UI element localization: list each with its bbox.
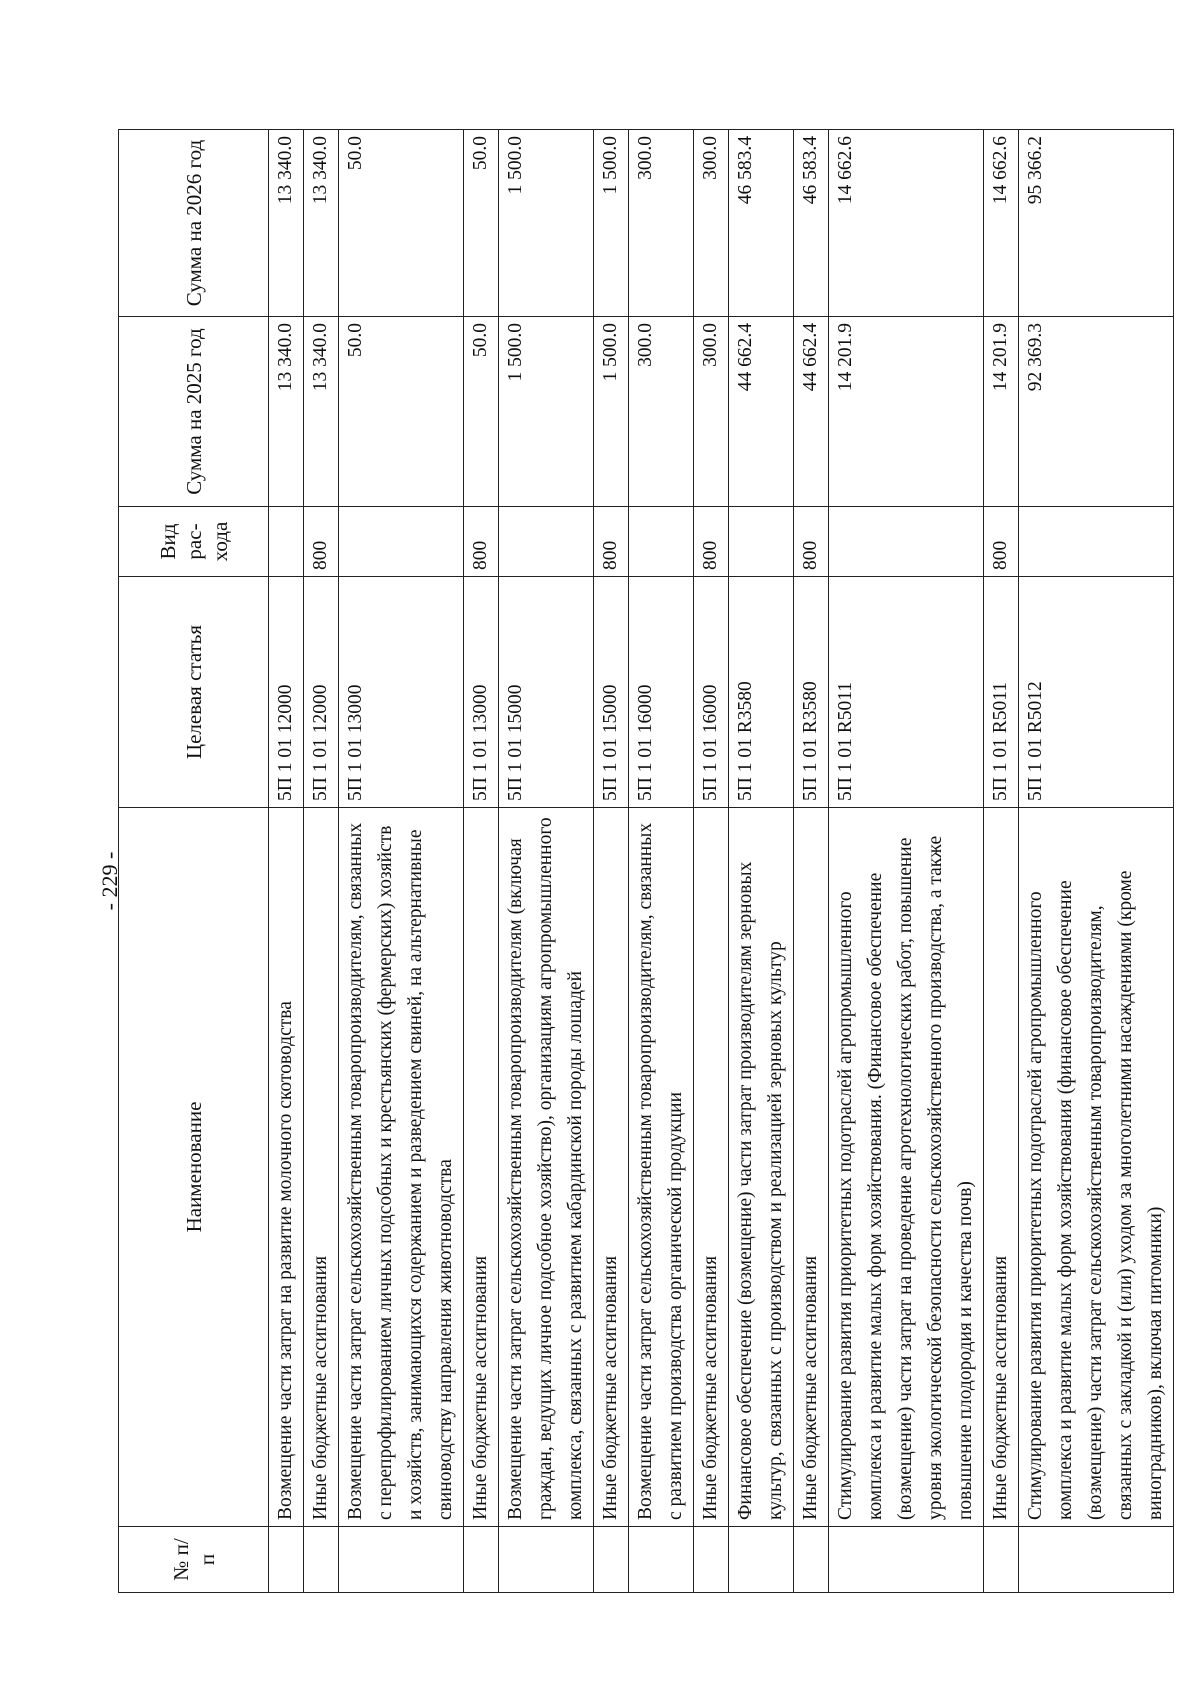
cell-vr [269,507,304,577]
table-row [829,130,984,1593]
table-row [694,130,729,1593]
cell-name: Иные бюджетные ассигнования [694,808,729,1527]
cell-sum2025: 50.0 [464,317,499,507]
cell-name: Стимулирование развития приоритетных подотраслей агропромышленного комплекса и развитие малых форм хозяйствования (финансовое обеспечение (возмещение) части затрат сельскохозяйственным товаропроизводителям, связанных с закладкой и (или) уходом за многолетними насаждениями (кроме виноградников), включая питомники) [1019,808,1174,1527]
cell-vr [499,507,594,577]
cell-sum2025: 14 201.9 [984,317,1019,507]
table-body [269,130,1174,1593]
cell-sum2026: 50.0 [464,130,499,317]
rotated-document [118,130,1166,1593]
page-number: - 229 - [97,851,122,911]
cell-sum2026: 300.0 [694,130,729,317]
cell-vr [829,507,984,577]
table-row [464,130,499,1593]
cell-vr: 800 [304,507,339,577]
cell-name: Возмещение части затрат сельскохозяйственным товаропроизводителям, связанных с развитием производства органической продукции [629,808,694,1527]
cell-vr: 800 [694,507,729,577]
cell-sum2025: 13 340.0 [304,317,339,507]
cell-num [984,1527,1019,1593]
header-vr: Вид рас-хода [119,507,269,577]
cell-num [464,1527,499,1593]
header-name: Наименование [119,808,269,1527]
cell-sum2025: 300.0 [694,317,729,507]
cell-sum2025: 14 201.9 [829,317,984,507]
table-row [629,130,694,1593]
cell-name: Иные бюджетные ассигнования [794,808,829,1527]
cell-name: Возмещение части затрат сельскохозяйственным товаропроизводителям (включая граждан, ведущих личное подсобное хозяйство), организациям агропромышленного комплекса, связанных с развитием кабардинской породы лошадей [499,808,594,1527]
cell-num [729,1527,794,1593]
cell-sum2025: 50.0 [339,317,464,507]
cell-num [794,1527,829,1593]
header-code: Целевая статья [119,577,269,808]
cell-name: Иные бюджетные ассигнования [464,808,499,1527]
table-row [269,130,304,1593]
cell-sum2026: 300.0 [629,130,694,317]
cell-sum2025: 92 369.3 [1019,317,1174,507]
cell-code: 5П 1 01 R3580 [729,577,794,808]
table-row [729,130,794,1593]
cell-num [304,1527,339,1593]
cell-code: 5П 1 01 R5011 [829,577,984,808]
cell-code: 5П 1 01 R5012 [1019,577,1174,808]
cell-sum2025: 44 662.4 [729,317,794,507]
cell-num [339,1527,464,1593]
cell-code: 5П 1 01 16000 [694,577,729,808]
table-row [794,130,829,1593]
cell-code: 5П 1 01 12000 [269,577,304,808]
table-header-row [119,130,269,1593]
cell-code: 5П 1 01 13000 [339,577,464,808]
cell-num [594,1527,629,1593]
cell-sum2025: 1 500.0 [499,317,594,507]
cell-sum2026: 1 500.0 [594,130,629,317]
cell-vr: 800 [464,507,499,577]
cell-sum2026: 95 366.2 [1019,130,1174,317]
cell-num [499,1527,594,1593]
cell-name: Стимулирование развития приоритетных подотраслей агропромышленного комплекса и развитие малых форм хозяйствования. (Финансовое обеспечение (возмещение) части затрат на проведение агротехнологических работ, повышение уровня экологической безопасности сельскохозяйственного производства, а также повышение плодородия и качества почв) [829,808,984,1527]
cell-sum2025: 1 500.0 [594,317,629,507]
cell-code: 5П 1 01 R3580 [794,577,829,808]
cell-code: 5П 1 01 16000 [629,577,694,808]
cell-vr: 800 [984,507,1019,577]
cell-name: Возмещение части затрат сельскохозяйственным товаропроизводителям, связанных с перепрофилированием личных подсобных и крестьянских (фермерских) хозяйств и хозяйств, занимающихся содержанием и разведением свиней, на альтернативные свиноводству направления животноводства [339,808,464,1527]
cell-num [1019,1527,1174,1593]
cell-vr: 800 [794,507,829,577]
cell-name: Иные бюджетные ассигнования [304,808,339,1527]
table-row [1019,130,1174,1593]
cell-sum2026: 14 662.6 [984,130,1019,317]
cell-sum2025: 300.0 [629,317,694,507]
cell-sum2026: 13 340.0 [269,130,304,317]
cell-num [694,1527,729,1593]
table-row [594,130,629,1593]
cell-code: 5П 1 01 15000 [499,577,594,808]
cell-sum2026: 46 583.4 [794,130,829,317]
cell-vr [729,507,794,577]
cell-vr: 800 [594,507,629,577]
cell-vr [629,507,694,577]
cell-sum2026: 46 583.4 [729,130,794,317]
table-row [339,130,464,1593]
cell-sum2025: 44 662.4 [794,317,829,507]
cell-vr [1019,507,1174,577]
header-num: № п/п [119,1527,269,1593]
cell-code: 5П 1 01 15000 [594,577,629,808]
table-row [304,130,339,1593]
cell-name: Возмещение части затрат на развитие молочного скотоводства [269,808,304,1527]
cell-sum2026: 14 662.6 [829,130,984,317]
cell-name: Иные бюджетные ассигнования [594,808,629,1527]
cell-sum2026: 1 500.0 [499,130,594,317]
cell-code: 5П 1 01 12000 [304,577,339,808]
cell-num [629,1527,694,1593]
cell-num [269,1527,304,1593]
cell-vr [339,507,464,577]
cell-code: 5П 1 01 R5011 [984,577,1019,808]
cell-sum2026: 50.0 [339,130,464,317]
cell-code: 5П 1 01 13000 [464,577,499,808]
cell-name: Финансовое обеспечение (возмещение) части затрат производителям зерновых культур, связанных с производством и реализацией зерновых культур [729,808,794,1527]
cell-sum2025: 13 340.0 [269,317,304,507]
header-sum-2025: Сумма на 2025 год [119,317,269,507]
header-sum-2026: Сумма на 2026 год [119,130,269,317]
cell-sum2026: 13 340.0 [304,130,339,317]
cell-num [829,1527,984,1593]
table-row [984,130,1019,1593]
table-row [499,130,594,1593]
budget-table [118,129,1174,1593]
cell-name: Иные бюджетные ассигнования [984,808,1019,1527]
